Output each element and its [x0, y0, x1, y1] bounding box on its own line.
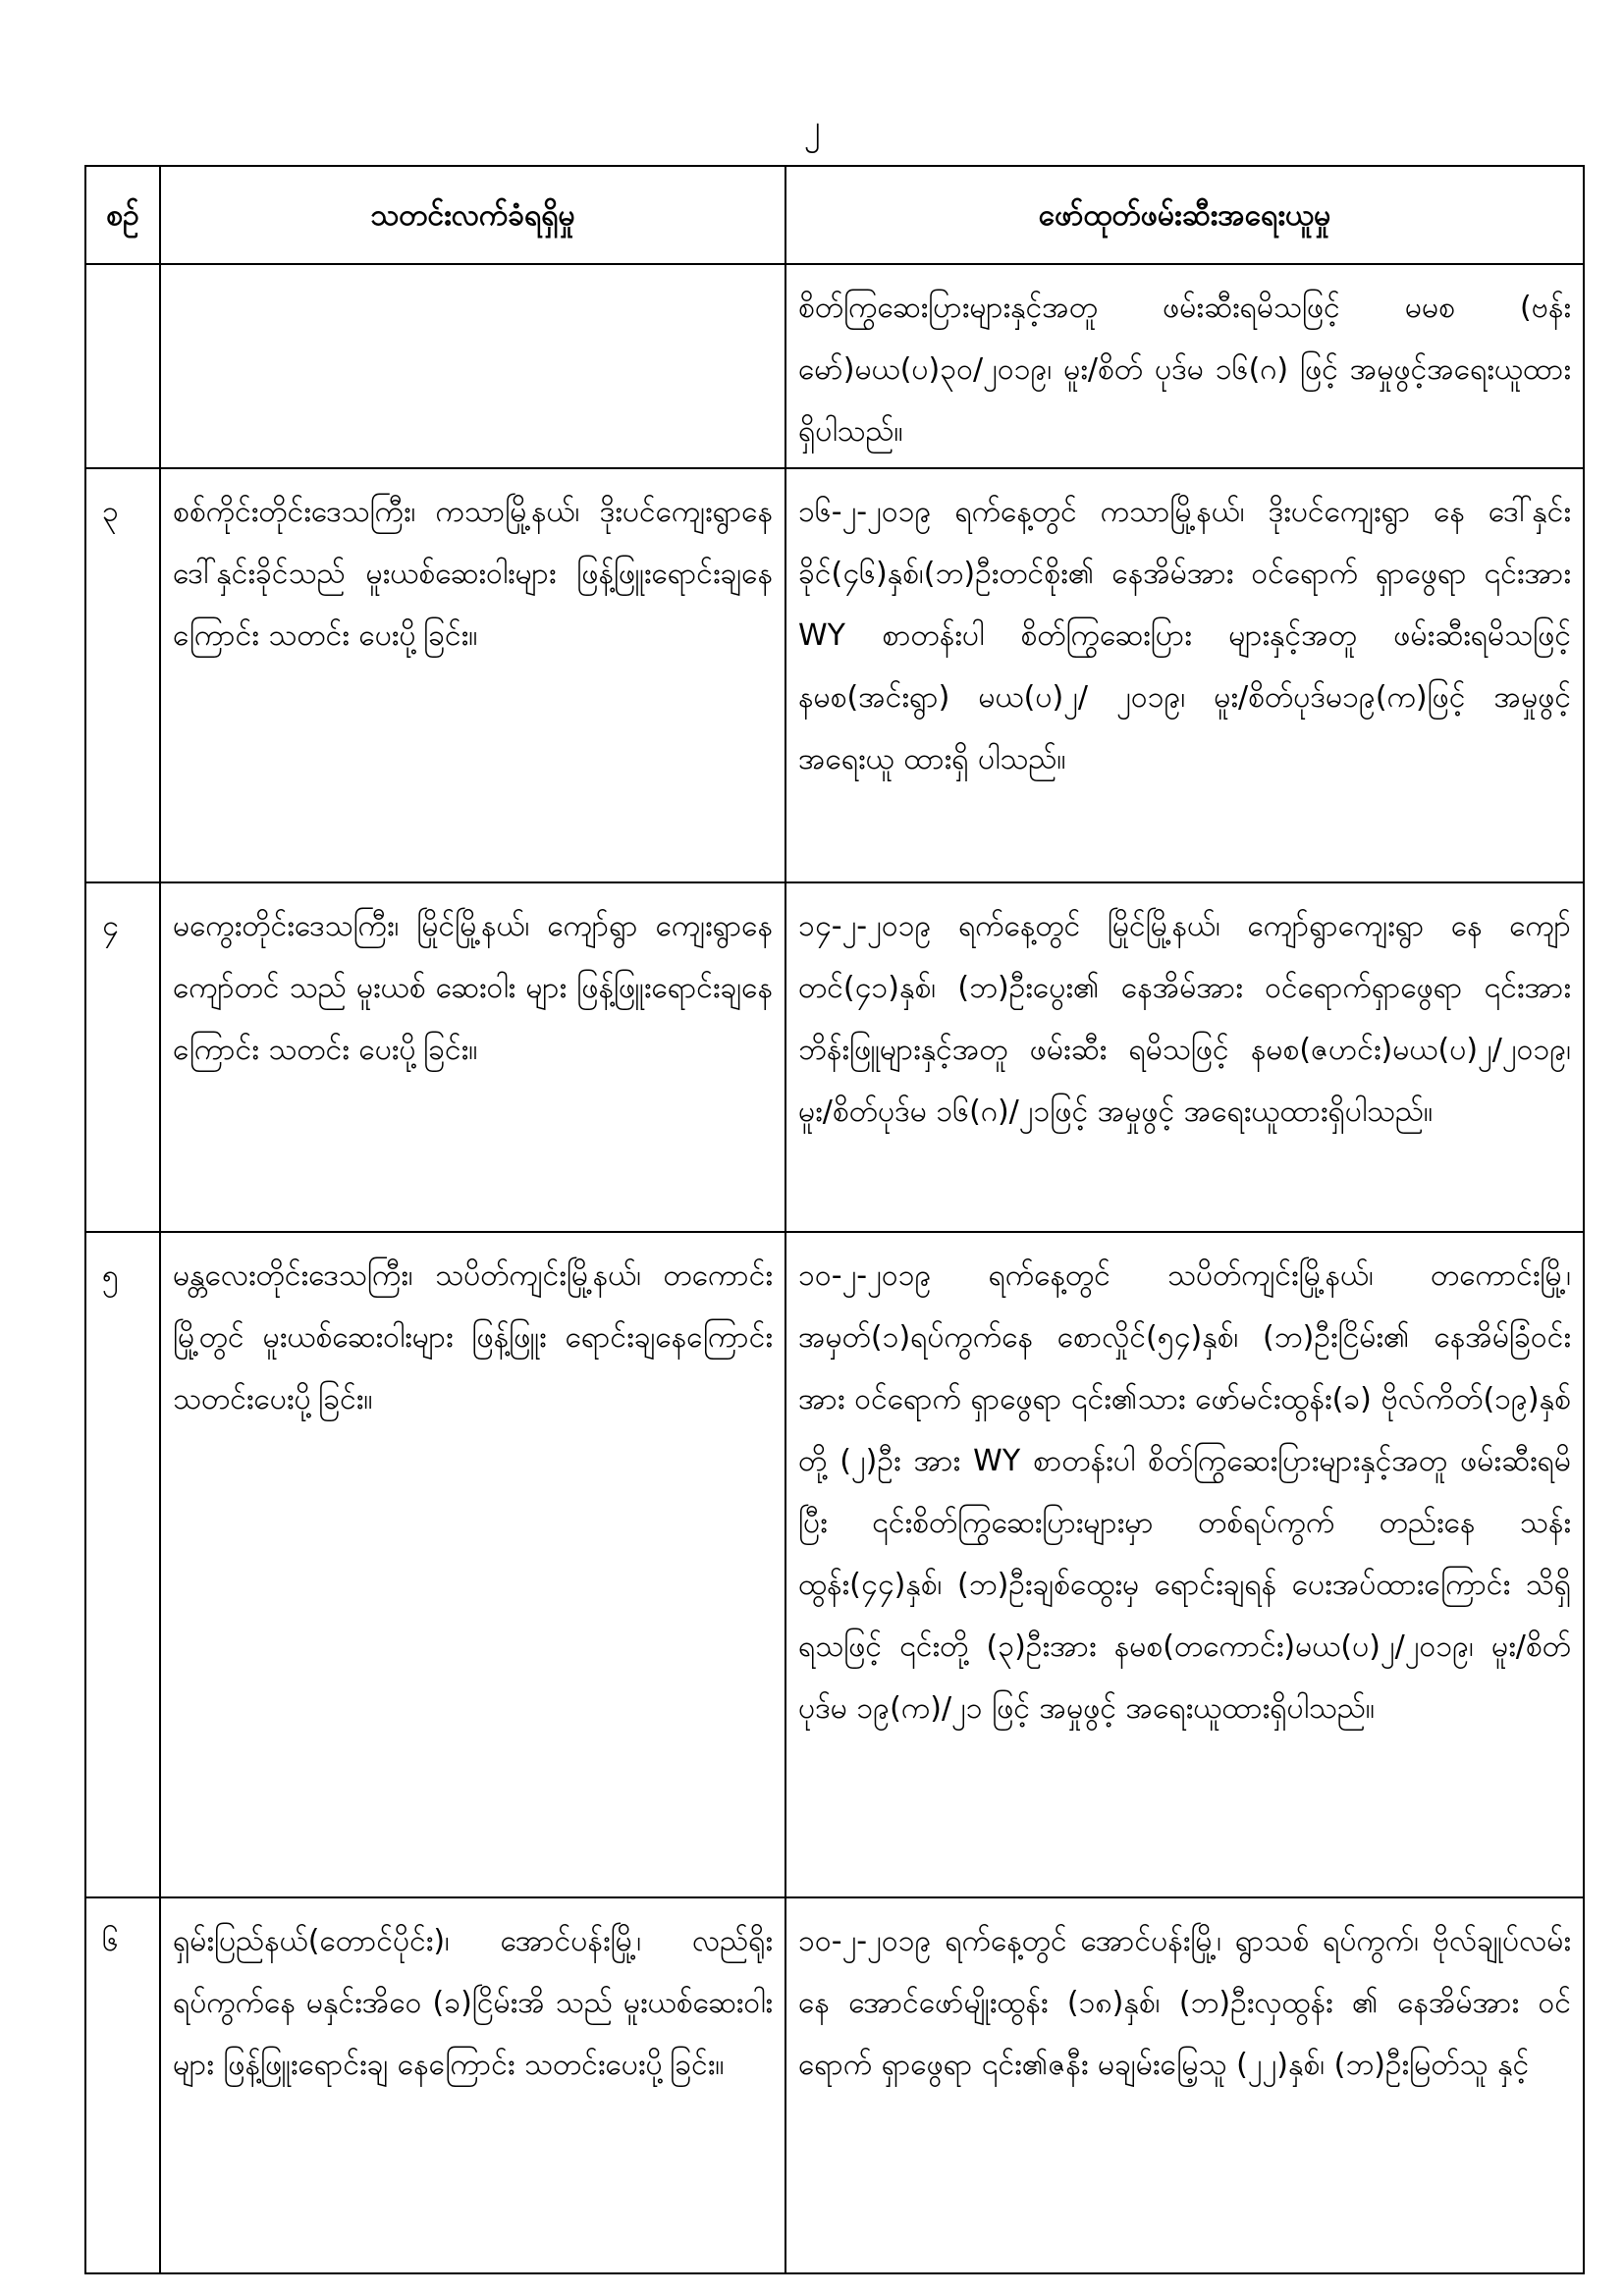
arrest-action-cell: ၁၄-၂-၂၀၁၉ ရက်နေ့တွင် မြိုင်မြို့နယ်၊ ကျော်ရွာကျေးရွာ နေ ကျော်တင်(၄၁)နှစ်၊ (ဘ)ဦးပွေး၏ နေအိမ်အား ဝင်ရောက်ရှာဖွေရာ ၎င်းအား ဘိန်းဖြူများနှင့်အတူ ဖမ်းဆီး ရမိသဖြင့် နမစ(ဇဟင်း)မယ(ပ)၂/၂၀၁၉၊ မူး/စိတ်ပုဒ်မ ၁၆(ဂ)/၂၁ဖြင့် အမှုဖွင့် အရေးယူထားရှိပါသည်။ [785, 883, 1583, 1231]
arrest-action-cell: ၁၀-၂-၂၀၁၉ ရက်နေ့တွင် အောင်ပန်းမြို့၊ ရွာသစ် ရပ်ကွက်၊ ဗိုလ်ချုပ်လမ်းနေ အောင်ဖော်မျိုးထွန်း (၁၈)နှစ်၊ (ဘ)ဦးလှထွန်း ၏ နေအိမ်အား ဝင်ရောက် ရှာဖွေရာ ၎င်း၏ဇနီး မချမ်းမြေ့သူ (၂၂)နှစ်၊ (ဘ)ဦးမြတ်သူ နှင့် [785, 1898, 1583, 2272]
arrest-action-cell: ၁၀-၂-၂၀၁၉ ရက်နေ့တွင် သပိတ်ကျင်းမြို့နယ်၊ တကောင်းမြို့၊ အမှတ်(၁)ရပ်ကွက်နေ စောလှိုင်(၅၄)နှစ်၊ (ဘ)ဦးငြိမ်း၏ နေအိမ်ခြံဝင်းအား ဝင်ရောက် ရှာဖွေရာ ၎င်း၏သား ဖော်မင်းထွန်း(ခ) ဗိုလ်ကိတ်(၁၉)နှစ်တို့ (၂)ဦး အား WY စာတန်းပါ စိတ်ကြွဆေးပြားများနှင့်အတူ ဖမ်းဆီးရမိပြီး ၎င်းစိတ်ကြွဆေးပြားများမှာ တစ်ရပ်ကွက် တည်းနေ သန်းထွန်း(၄၄)နှစ်၊ (ဘ)ဦးချစ်ထွေးမှ ရောင်းချရန် ပေးအပ်ထားကြောင်း သိရှိရသဖြင့် ၎င်းတို့ (၃)ဦးအား နမစ(တကောင်း)မယ(ပ)၂/၂၀၁၉၊ မူး/စိတ် ပုဒ်မ ၁၉(က)/၂၁ ဖြင့် အမှုဖွင့် အရေးယူထားရှိပါသည်။ [785, 1233, 1583, 1896]
header-information-received: သတင်းလက်ခံရရှိမှု [159, 167, 785, 263]
information-received-cell: စစ်ကိုင်းတိုင်းဒေသကြီး၊ ကသာမြို့နယ်၊ ဒိုးပင်ကျေးရွာနေ ဒေါ်နှင်းခိုင်သည် မူးယစ်ဆေးဝါးများ ဖြန့်ဖြူးရောင်းချနေကြောင်း သတင်း ပေးပို့ခြင်း။ [159, 469, 785, 881]
information-received-cell [159, 265, 785, 467]
table-header [86, 167, 1583, 263]
table-row [86, 1896, 1583, 2272]
serial-no-cell: ၃ [102, 495, 119, 529]
table-row [86, 467, 1583, 881]
arrest-action-cell: စိတ်ကြွဆေးပြားများနှင့်အတူ ဖမ်းဆီးရမိသဖြင့် မမစ (ဗန်းမော်)မယ(ပ)၃၀/၂၀၁၉၊ မူး/စိတ် ပုဒ်မ ၁၆(ဂ) ဖြင့် အမှုဖွင့်အရေးယူထားရှိပါသည်။ [785, 265, 1583, 467]
table-row [86, 263, 1583, 467]
serial-no-cell: ၄ [102, 909, 119, 943]
serial-no-cell: ၅ [102, 1258, 119, 1293]
information-received-cell: မန္တလေးတိုင်းဒေသကြီး၊ သပိတ်ကျင်းမြို့နယ်၊ တကောင်းမြို့တွင် မူးယစ်ဆေးဝါးများ ဖြန့်ဖြူး ရောင်းချနေကြောင်း သတင်းပေးပို့ခြင်း။ [159, 1233, 785, 1896]
arrest-action-cell: ၁၆-၂-၂၀၁၉ ရက်နေ့တွင် ကသာမြို့နယ်၊ ဒိုးပင်ကျေးရွာ နေ ဒေါ်နှင်းခိုင်(၄၆)နှစ်၊(ဘ)ဦးတင်စိုး၏ နေအိမ်အား ဝင်ရောက် ရှာဖွေရာ ၎င်းအား WY စာတန်းပါ စိတ်ကြွဆေးပြား များနှင့်အတူ ဖမ်းဆီးရမိသဖြင့် နမစ(အင်းရွာ) မယ(ပ)၂/ ၂၀၁၉၊ မူး/စိတ်ပုဒ်မ၁၉(က)ဖြင့် အမှုဖွင့် အရေးယူ ထားရှိ ပါသည်။ [785, 469, 1583, 881]
information-received-cell: ရှမ်းပြည်နယ်(တောင်ပိုင်း)၊ အောင်ပန်းမြို့၊ လည်ရိုးရပ်ကွက်နေ မနှင်းအိဝေ (ခ)ငြိမ်းအိ သည် မူးယစ်ဆေးဝါးများ ဖြန့်ဖြူးရောင်းချ နေကြောင်း သတင်းပေးပို့ခြင်း။ [159, 1898, 785, 2272]
cases-table [84, 165, 1585, 2274]
serial-no-cell: ၆ [102, 1924, 119, 1958]
table-row [86, 881, 1583, 1231]
header-arrest-action: ဖော်ထုတ်ဖမ်းဆီးအရေးယူမှု [785, 167, 1583, 263]
page-number: ၂ [803, 108, 821, 147]
table-row [86, 1231, 1583, 1896]
header-serial-no: စဉ် [106, 198, 139, 233]
serial-no-cell [86, 265, 159, 467]
information-received-cell: မကွေးတိုင်းဒေသကြီး၊ မြိုင်မြို့နယ်၊ ကျော်ရွာ ကျေးရွာနေ ကျော်တင် သည် မူးယစ် ဆေးဝါး များ ဖြန့်ဖြူးရောင်းချနေကြောင်း သတင်း ပေးပို့ခြင်း။ [159, 883, 785, 1231]
